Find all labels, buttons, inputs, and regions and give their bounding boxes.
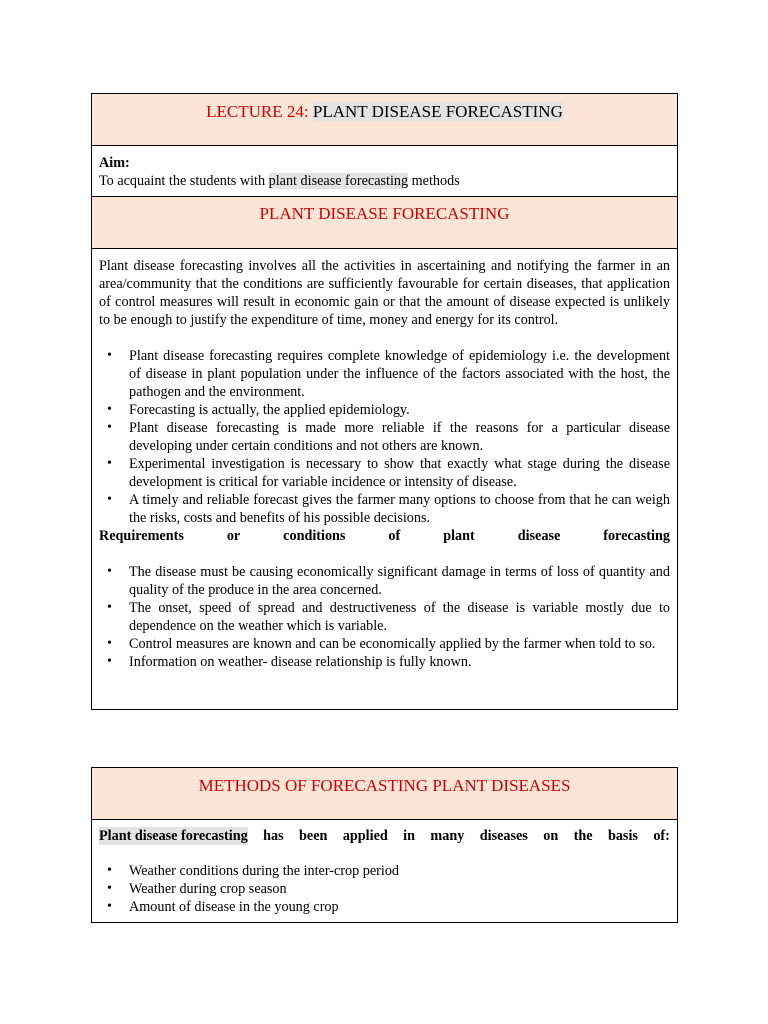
lead-word: diseases bbox=[479, 828, 528, 844]
list-item: • Plant disease forecasting requires complete knowledge of epidemiology i.e. the development of disease in plant population under the influence of the factors associated with the host, the pathogen and the environment. bbox=[129, 347, 670, 401]
list-item: • Forecasting is actually, the applied epidemiology. bbox=[129, 401, 670, 419]
req-word: forecasting bbox=[603, 528, 670, 544]
requirements-bullets bbox=[99, 563, 670, 671]
methods-heading: METHODS OF FORECASTING PLANT DISEASES bbox=[198, 776, 571, 795]
aim-label: Aim: bbox=[99, 155, 130, 171]
lecture-header bbox=[92, 94, 677, 146]
list-item: • The onset, speed of spread and destructiveness of the disease is variable mostly due to dependence on the weather which is variable. bbox=[129, 599, 670, 635]
list-item: • Amount of disease in the young crop bbox=[129, 898, 670, 916]
lecture-title: PLANT DISEASE FORECASTING bbox=[312, 102, 563, 121]
list-item: • Weather during crop season bbox=[129, 880, 670, 898]
list-item: • Experimental investigation is necessary to show that exactly what stage during the disease development is critical for variable incidence or intensity of disease. bbox=[129, 455, 670, 491]
list-item: • Plant disease forecasting is made more reliable if the reasons for a particular disease developing under certain conditions and not others are known. bbox=[129, 419, 670, 455]
methods-lead-highlight: Plant disease forecasting bbox=[99, 828, 248, 844]
lecture-prefix: LECTURE 24: bbox=[206, 102, 313, 121]
forecasting-body bbox=[92, 249, 677, 671]
methods-lead bbox=[99, 827, 670, 845]
aim-text-pre: To acquaint the students with bbox=[99, 173, 269, 189]
lead-word: has bbox=[263, 828, 284, 844]
methods-bullets bbox=[99, 862, 670, 916]
aim-cell bbox=[92, 146, 677, 190]
req-word: plant bbox=[443, 528, 475, 544]
req-word: or bbox=[226, 528, 241, 544]
methods-header bbox=[92, 768, 677, 820]
aim-text bbox=[99, 172, 670, 190]
list-item: • The disease must be causing economically significant damage in terms of loss of quantity and quality of the produce in the area concerned. bbox=[129, 563, 670, 599]
list-item: • Control measures are known and can be economically applied by the farmer when told to so. bbox=[129, 635, 670, 653]
lead-word: many bbox=[430, 828, 465, 844]
list-item: • Information on weather- disease relationship is fully known. bbox=[129, 653, 670, 671]
req-word: of bbox=[388, 528, 401, 544]
forecasting-header bbox=[92, 197, 677, 249]
methods-block bbox=[91, 767, 678, 923]
lead-word: been bbox=[299, 828, 328, 844]
lead-word: the bbox=[573, 828, 593, 844]
requirements-heading bbox=[99, 527, 670, 545]
list-item: • Weather conditions during the inter-crop period bbox=[129, 862, 670, 880]
lead-word: of: bbox=[653, 828, 670, 844]
forecasting-intro: Plant disease forecasting involves all the activities in ascertaining and notifying the farmer in an area/community that the conditions are sufficiently favourable for certain diseases, that application of control measures will result in economic gain or that the amount of disease expected is unlikely to be enough to justify the expenditure of time, money and energy for its control. bbox=[99, 258, 670, 328]
req-word: conditions bbox=[283, 528, 346, 544]
lecture-block bbox=[91, 93, 678, 197]
forecasting-heading: PLANT DISEASE FORECASTING bbox=[259, 204, 510, 223]
req-word: disease bbox=[517, 528, 561, 544]
aim-text-post: methods bbox=[408, 173, 460, 189]
aim-text-highlight: plant disease forecasting bbox=[268, 173, 409, 189]
methods-body bbox=[92, 820, 677, 916]
lead-word: in bbox=[403, 828, 416, 844]
lead-word: on bbox=[543, 828, 559, 844]
forecasting-bullets bbox=[99, 347, 670, 527]
list-item: • A timely and reliable forecast gives the farmer many options to choose from that he can weigh the risks, costs and benefits of his possible decisions. bbox=[129, 491, 670, 527]
lead-word: applied bbox=[342, 828, 388, 844]
req-word: Requirements bbox=[99, 528, 184, 544]
lead-word: basis bbox=[607, 828, 638, 844]
forecasting-block bbox=[91, 196, 678, 710]
